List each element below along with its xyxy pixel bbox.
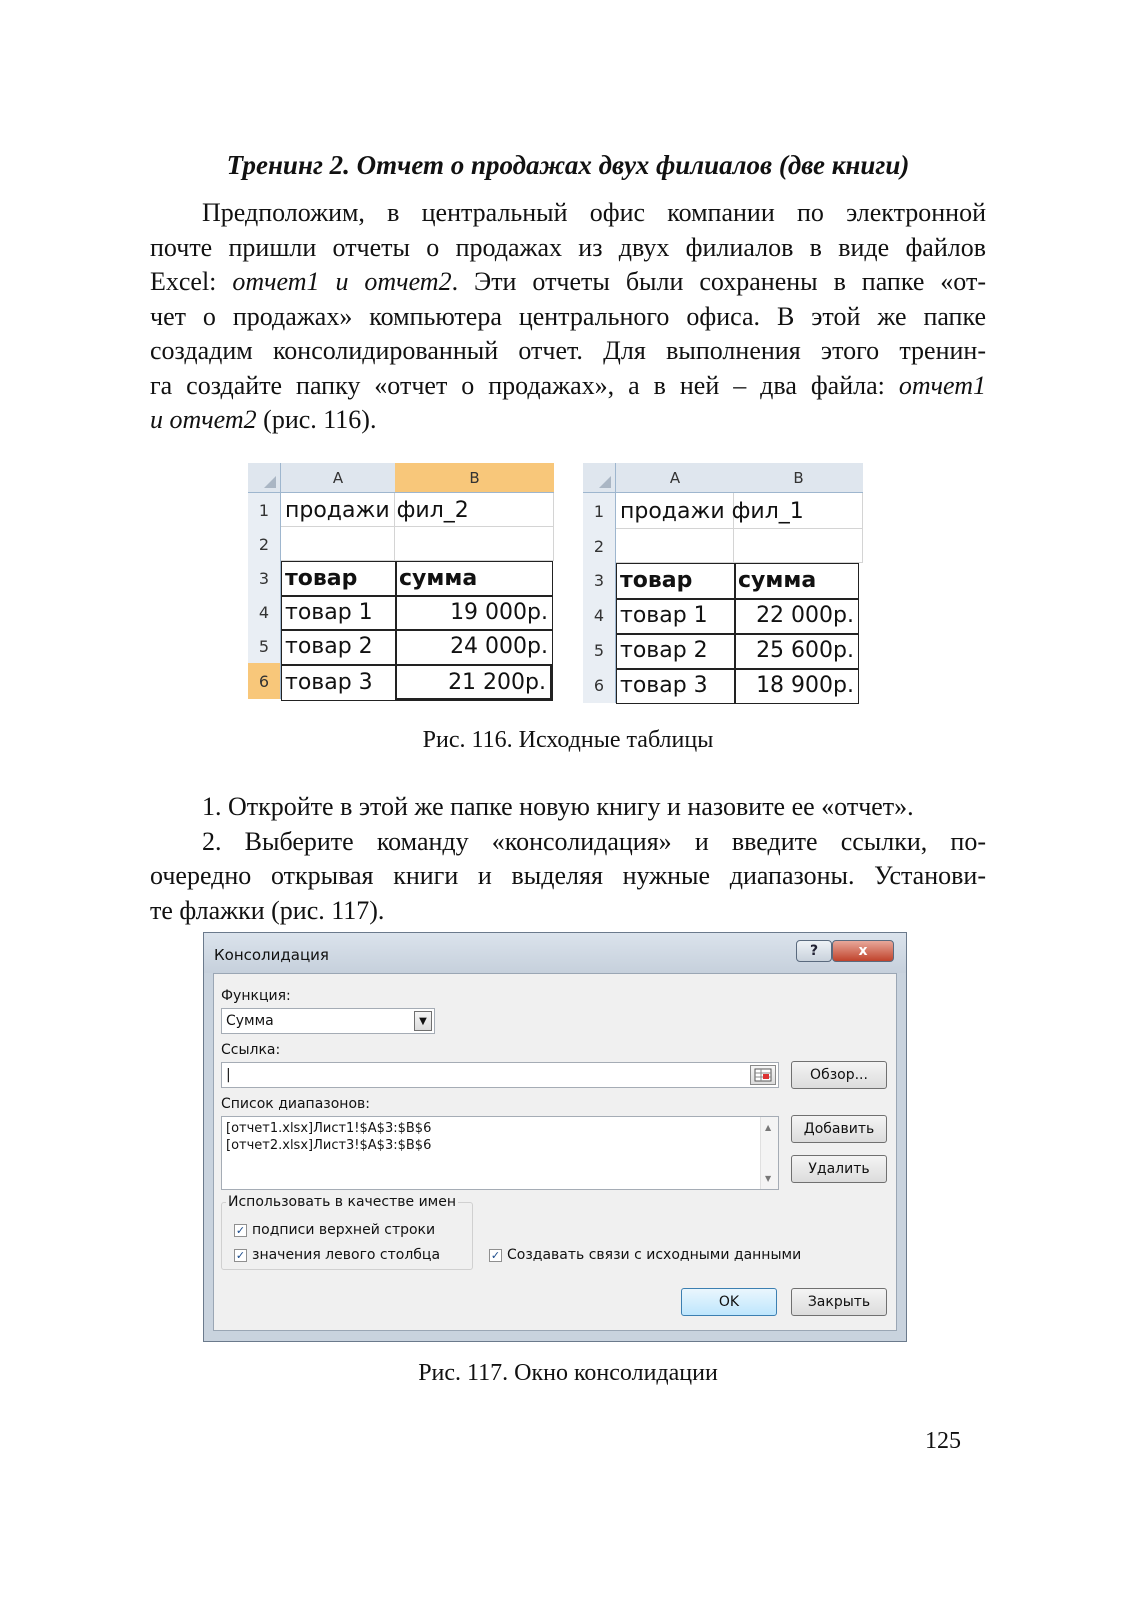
italic-span: отчет1 и отчет2 xyxy=(232,267,452,296)
dialog-body xyxy=(213,973,897,1331)
grid-cell xyxy=(395,527,554,561)
steps-paragraph xyxy=(150,790,986,928)
create-links-checkbox[interactable] xyxy=(489,1247,801,1263)
function-select[interactable] xyxy=(221,1008,435,1034)
text-line: те флажки (рис. 117). xyxy=(150,895,385,925)
column-header-a: A xyxy=(281,463,395,493)
scroll-down-icon[interactable]: ▼ xyxy=(765,1174,772,1183)
reference-value: | xyxy=(226,1067,231,1083)
row-header: 1 xyxy=(248,493,281,527)
grid-cell xyxy=(616,529,734,563)
page-number: 125 xyxy=(925,1428,961,1454)
scroll-up-icon[interactable]: ▲ xyxy=(765,1123,772,1132)
row-header: 2 xyxy=(583,529,616,563)
checkbox-label: подписи верхней строки xyxy=(252,1222,436,1238)
checkmark-icon: ✓ xyxy=(490,1248,501,1262)
ranges-label: Список диапазонов: xyxy=(221,1096,370,1112)
function-value: Сумма xyxy=(226,1013,274,1029)
close-x-button[interactable]: x xyxy=(832,940,894,962)
column-header-b: B xyxy=(734,463,863,493)
active-amount-cell: 21 200р. xyxy=(395,664,552,700)
italic-span: и отчет2 xyxy=(150,405,257,434)
row-header: 4 xyxy=(583,598,616,633)
header-cell: сумма xyxy=(738,568,817,593)
dialog-title: Консолидация xyxy=(214,946,329,964)
row-header: 2 xyxy=(248,527,281,561)
range-picker-icon xyxy=(754,1068,772,1082)
text-line: 1. Откройте в этой же папке новую книгу и назовите ее «отчет». xyxy=(202,792,914,821)
row-header: 4 xyxy=(248,595,281,629)
function-label: Функция: xyxy=(221,988,291,1004)
text-line: создадим консолидированный отчет. Для выполнения этого тренин- xyxy=(150,336,986,365)
reference-input[interactable] xyxy=(221,1062,779,1088)
row-header: 3 xyxy=(248,561,281,595)
help-button[interactable]: ? xyxy=(796,940,832,962)
column-header-a: A xyxy=(616,463,734,493)
text-line: почте пришли отчеты о продажах из двух филиалов в виде файлов xyxy=(150,232,986,262)
list-item[interactable]: [отчет1.xlsx]Лист1!$A$3:$B$6 xyxy=(226,1121,432,1136)
list-item[interactable]: [отчет2.xlsx]Лист3!$A$3:$B$6 xyxy=(226,1138,432,1153)
collapse-dialog-icon[interactable] xyxy=(750,1065,776,1085)
intro-paragraph xyxy=(150,196,986,438)
checkbox-label: Создавать связи с исходными данными xyxy=(507,1247,802,1263)
checkbox-label: значения левого столбца xyxy=(252,1247,441,1263)
delete-button[interactable]: Удалить xyxy=(791,1155,887,1183)
excel-table-branch-2 xyxy=(248,463,554,709)
select-all-corner xyxy=(248,463,281,493)
row-header: 5 xyxy=(248,629,281,663)
row-header: 3 xyxy=(583,563,616,598)
consolidation-dialog xyxy=(203,932,907,1342)
amount-cell: 25 600р. xyxy=(756,638,854,663)
chevron-down-icon[interactable]: ▼ xyxy=(414,1011,432,1031)
text-line xyxy=(150,265,986,300)
browse-button[interactable]: Обзор... xyxy=(791,1061,887,1089)
cell-a1: продажи фил_2 xyxy=(285,497,469,523)
grid-cell xyxy=(734,529,863,563)
amount-cell: 18 900р. xyxy=(756,673,854,698)
list-scrollbar[interactable] xyxy=(760,1117,778,1189)
grid-cell xyxy=(281,527,395,561)
product-cell: товар 3 xyxy=(620,673,708,698)
row-header: 1 xyxy=(583,493,616,529)
text-span: (рис. 116). xyxy=(256,405,377,434)
figure-caption-117: Рис. 117. Окно консолидации xyxy=(418,1360,718,1386)
row-header: 6 xyxy=(583,668,616,703)
product-cell: товар 1 xyxy=(620,603,708,628)
ok-button[interactable]: OK xyxy=(681,1288,777,1316)
text-span: . Эти отчеты были сохранены в папке «от- xyxy=(451,267,986,296)
left-column-checkbox[interactable] xyxy=(234,1247,440,1263)
row-header: 6 xyxy=(248,663,281,699)
top-row-checkbox[interactable] xyxy=(234,1222,435,1238)
dialog-titlebar xyxy=(204,933,906,973)
product-cell: товар 2 xyxy=(620,638,708,663)
group-label: Использовать в качестве имен xyxy=(228,1194,456,1210)
add-button[interactable]: Добавить xyxy=(791,1115,887,1143)
text-span: га создайте папку «отчет о продажах», а в ней – два файла: xyxy=(150,370,899,400)
figure-caption-116: Рис. 116. Исходные таблицы xyxy=(422,727,714,753)
amount-cell: 19 000р. xyxy=(450,599,548,625)
cell-a1: продажи фил_1 xyxy=(620,498,804,524)
product-cell: товар 1 xyxy=(285,599,373,625)
italic-span: отчет1 xyxy=(898,370,986,400)
row-header: 5 xyxy=(583,633,616,668)
header-cell: товар xyxy=(285,565,358,591)
checkmark-icon: ✓ xyxy=(235,1248,246,1262)
text-line xyxy=(150,369,986,404)
header-cell: сумма xyxy=(399,565,478,591)
text-line: чет о продажах» компьютера центрального офиса. В этой же папке xyxy=(150,301,986,331)
text-line xyxy=(150,403,986,438)
header-cell: товар xyxy=(620,568,693,593)
close-button[interactable]: Закрыть xyxy=(791,1288,887,1316)
ranges-list[interactable] xyxy=(221,1116,779,1190)
text-line: Предположим, в центральный офис компании по электронной xyxy=(202,198,986,227)
section-title: Тренинг 2. Отчет о продажах двух филиалов (две книги) xyxy=(226,150,910,180)
column-header-b: B xyxy=(395,463,554,493)
amount-cell: 24 000р. xyxy=(450,633,548,659)
reference-label: Ссылка: xyxy=(221,1042,281,1058)
product-cell: товар 2 xyxy=(285,633,373,659)
checkmark-icon: ✓ xyxy=(235,1223,246,1237)
amount-cell: 22 000р. xyxy=(756,603,854,628)
excel-table-branch-1 xyxy=(583,463,863,709)
text-span: Excel: xyxy=(150,267,233,296)
text-line: очередно открывая книги и выделяя нужные диапазоны. Установи- xyxy=(150,861,986,890)
product-cell: товар 3 xyxy=(285,669,373,695)
select-all-corner xyxy=(583,463,616,493)
text-line: 2. Выберите команду «консолидация» и введите ссылки, по- xyxy=(202,826,986,856)
